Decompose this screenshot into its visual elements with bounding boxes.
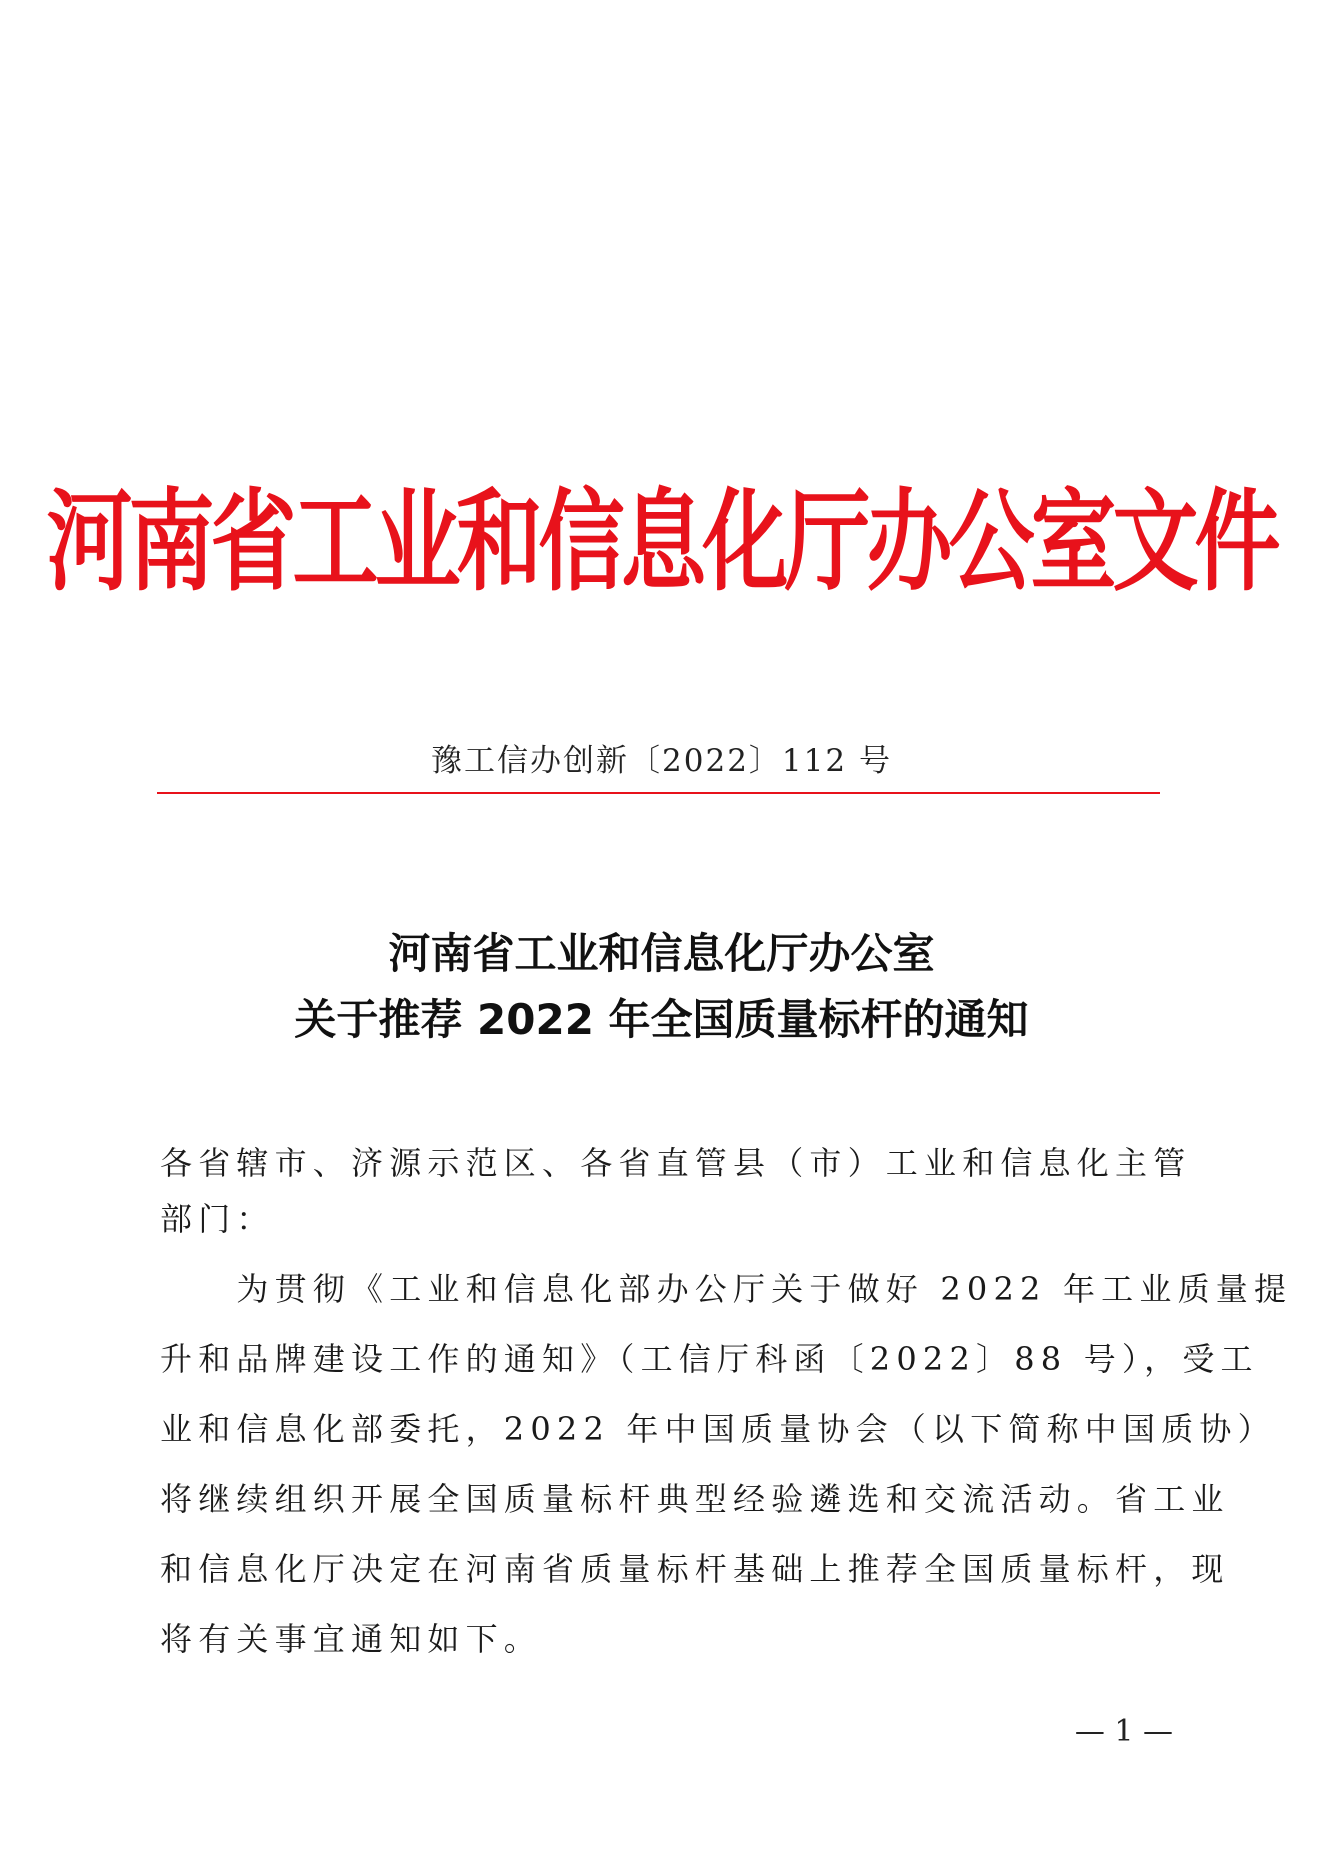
body-line-paragraph: 将继续组织开展全国质量标杆典型经验遴选和交流活动。省工业 bbox=[160, 1480, 1230, 1518]
body-line-paragraph: 为贯彻《工业和信息化部办公厅关于做好 2022 年工业质量提 bbox=[160, 1270, 1293, 1308]
page-number: — 1 — bbox=[1074, 1714, 1173, 1749]
body-line-addressee: 各省辖市、济源示范区、各省直管县（市）工业和信息化主管 bbox=[160, 1144, 1192, 1182]
body-line-paragraph: 业和信息化部委托，2022 年中国质量协会（以下简称中国质协） bbox=[160, 1410, 1276, 1448]
body-line-paragraph: 升和品牌建设工作的通知》（工信厅科函〔2022〕88 号），受工 bbox=[160, 1340, 1259, 1378]
body-line-addressee-cont: 部门： bbox=[160, 1200, 275, 1238]
body-line-paragraph: 将有关事宜通知如下。 bbox=[160, 1620, 543, 1658]
notice-title-line-1: 河南省工业和信息化厅办公室 bbox=[388, 929, 935, 978]
document-number: 豫工信办创新〔2022〕112 号 bbox=[431, 743, 892, 779]
masthead-title: 河南省工业和信息化厅办公室文件 bbox=[46, 479, 1277, 607]
notice-title-line-2: 关于推荐 2022 年全国质量标杆的通知 bbox=[294, 995, 1029, 1044]
body-line-paragraph: 和信息化厅决定在河南省质量标杆基础上推荐全国质量标杆，现 bbox=[160, 1550, 1230, 1588]
red-divider-rule bbox=[157, 792, 1160, 794]
